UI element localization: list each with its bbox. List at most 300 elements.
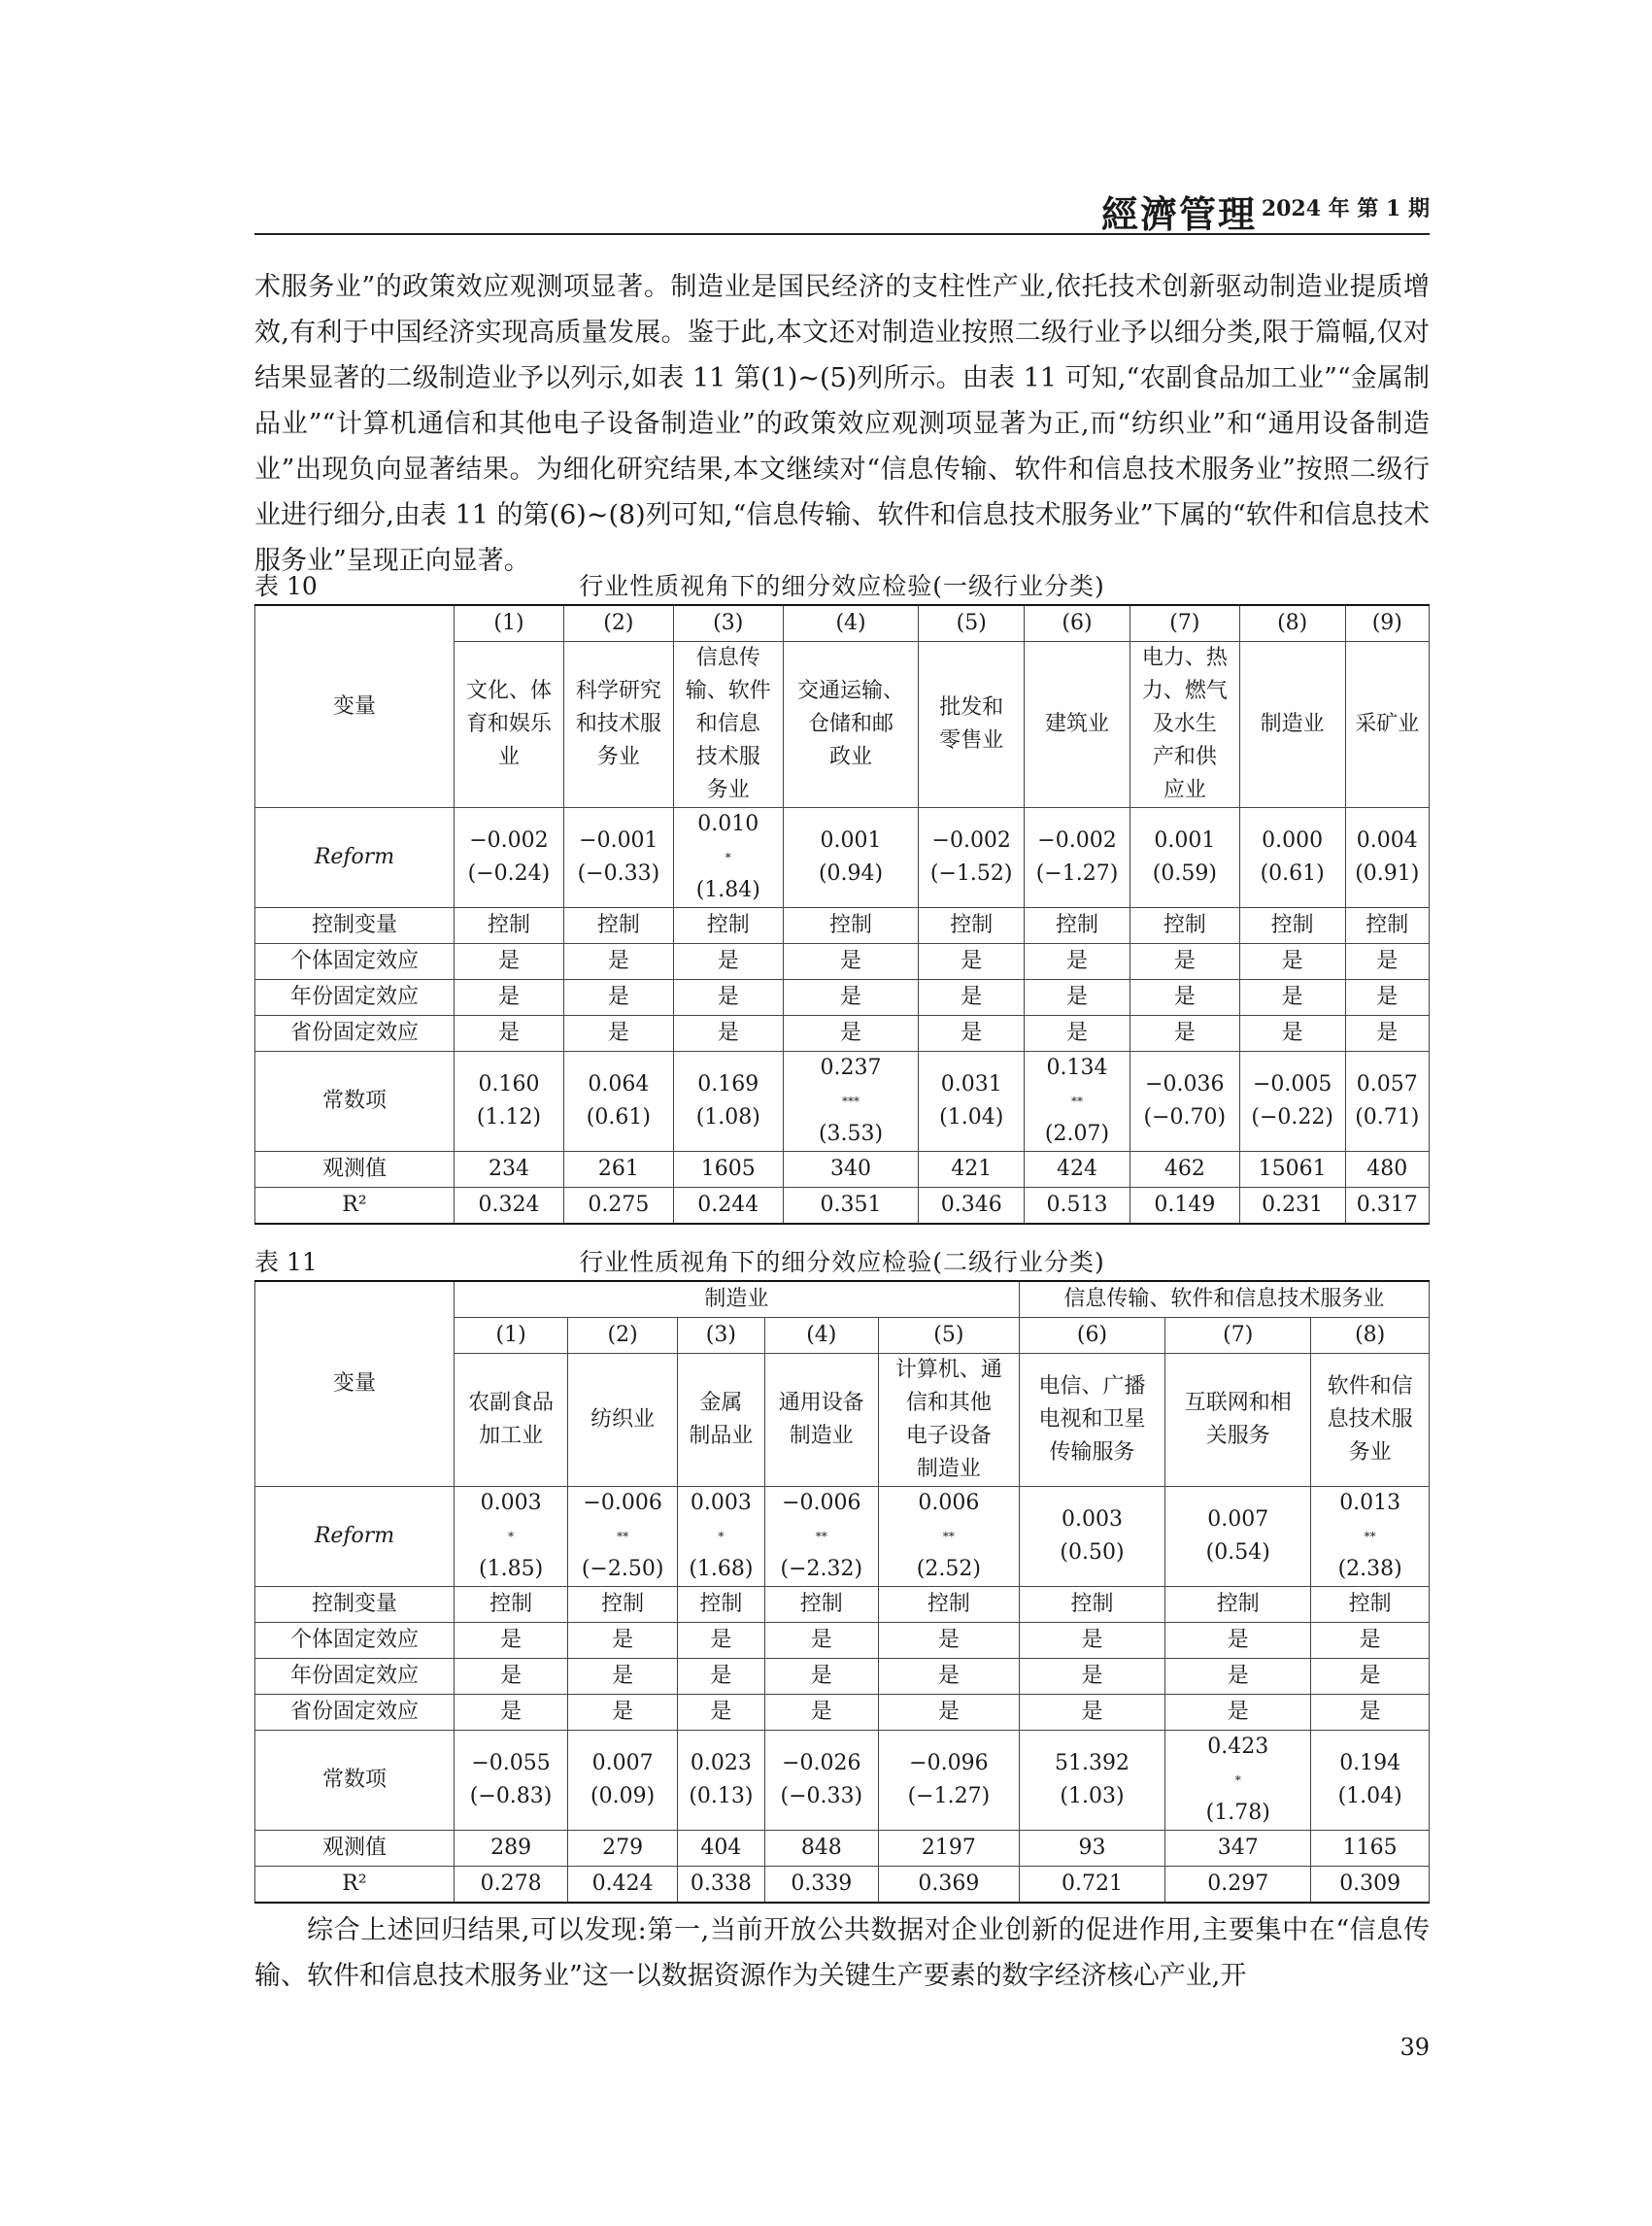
constant-row [255,1052,1430,1152]
table-cell: 控制 [568,1587,678,1623]
industry-header [1311,1354,1430,1487]
table-cell: 是 [455,1623,568,1659]
coef-cell [1019,1731,1164,1831]
coef-value: 0.013 ** [1313,1487,1427,1553]
column-number: (8) [1239,605,1345,642]
industry-header [568,1354,678,1487]
table-10-title: 行业性质视角下的细分效应检验(一级行业分类) [579,572,1105,600]
table-cell: 289 [455,1831,568,1867]
table-cell: 0.351 [783,1188,919,1225]
reform-row [255,1487,1430,1587]
table-row [255,908,1430,944]
coef-value: 0.031 [940,1072,1002,1096]
table-cell: 是 [568,1623,678,1659]
t-statistic: (1.85) [479,1557,544,1581]
table-cell: 是 [455,944,564,980]
table-cell: 是 [1345,1016,1429,1052]
table-cell: 340 [783,1152,919,1188]
table-cell: 0.339 [764,1867,878,1904]
industry-header-line: 通用设备 [778,1391,864,1415]
body-paragraph-bottom: 综合上述回归结果,可以发现:第一,当前开放公共数据对企业创新的促进作用,主要集中在“信息传输、软件和信息技术服务业”这一以数据资源作为关键生产要素的数字经济核心产业,开 [254,1915,1430,1991]
t-statistic: (1.68) [689,1557,754,1581]
row-label: Reform [255,808,455,908]
coef-value: 0.003 [1061,1507,1123,1532]
t-statistic: (1.04) [939,1105,1004,1130]
t-statistic: (0.50) [1060,1540,1125,1565]
coef-value: 0.001 [1154,828,1216,853]
industry-header-line: 仓储和邮 [808,712,894,736]
coef-cell [1311,1731,1430,1831]
row-label: R² [255,1867,455,1904]
industry-header-line: 务业 [1348,1440,1392,1465]
coef-cell [455,1487,568,1587]
table-cell: 是 [673,980,783,1016]
industry-header-line: 技术服 [695,745,760,769]
industry-header [678,1354,765,1487]
industry-header [563,642,673,808]
table-11-label: 表 11 [254,1248,318,1276]
coef-value: 51.392 [1054,1751,1129,1775]
table-cell: 0.149 [1129,1188,1239,1225]
coef-cell [1239,1052,1345,1152]
column-number: (1) [455,1318,568,1354]
industry-header-line: 政业 [829,745,873,769]
table-10-caption [254,563,1430,602]
t-statistic: (0.94) [818,861,884,886]
table-cell: 是 [878,1659,1019,1695]
table-cell: 2197 [878,1831,1019,1867]
table-cell: 848 [764,1831,878,1867]
table-cell: 是 [1019,1695,1164,1731]
coef-cell [764,1731,878,1831]
table-cell: 控制 [1025,908,1130,944]
coef-value: 0.004 [1356,828,1418,853]
industry-header-line: 信和其他 [905,1391,992,1415]
t-statistic: (0.09) [590,1784,656,1808]
t-statistic: (−0.33) [780,1784,863,1808]
table-cell: 控制 [1345,908,1429,944]
coef-value: −0.005 [1252,1072,1332,1096]
table-cell: 是 [1239,980,1345,1016]
coef-value: −0.002 [1037,828,1117,853]
industry-header-line: 和信息 [695,712,760,736]
t-statistic: (1.04) [1337,1784,1402,1808]
table-cell: 是 [455,1016,564,1052]
row-label: 年份固定效应 [255,980,455,1016]
industry-header-line: 建筑业 [1044,712,1109,736]
table-cell: 是 [1129,980,1239,1016]
table-cell: 是 [1345,944,1429,980]
coef-value: 0.423 * [1167,1731,1308,1797]
coef-cell [878,1487,1019,1587]
table-cell: 是 [1025,980,1130,1016]
industry-header [673,642,783,808]
table-cell: 控制 [455,1587,568,1623]
table-cell: 是 [673,944,783,980]
coef-cell [1165,1731,1311,1831]
coef-value: −0.036 [1145,1072,1225,1096]
t-statistic: (−0.24) [467,861,551,886]
t-statistic: (1.84) [695,878,760,902]
table-cell: 是 [455,1695,568,1731]
running-header [254,183,1430,235]
coef-value: 0.007 [1207,1507,1269,1532]
coef-value: 0.057 [1356,1072,1418,1096]
table-cell: 0.317 [1345,1188,1429,1225]
coef-value: 0.134 ** [1027,1052,1128,1118]
coef-cell [455,1731,568,1831]
reform-row [255,808,1430,908]
coef-cell [783,1052,919,1152]
table-cell: 控制 [455,908,564,944]
significance-stars: * [718,1530,725,1543]
table-cell: 15061 [1239,1152,1345,1188]
variable-header: 变量 [255,1281,455,1487]
table-cell: 控制 [783,908,919,944]
column-number: (2) [563,605,673,642]
table-cell: 是 [1165,1623,1311,1659]
row-label: 常数项 [255,1731,455,1831]
column-number: (8) [1311,1318,1430,1354]
table-11-title: 行业性质视角下的细分效应检验(二级行业分类) [579,1248,1105,1276]
table-cell: 0.275 [563,1188,673,1225]
table-cell: 控制 [1165,1587,1311,1623]
industry-header-line: 批发和 [939,695,1004,720]
table-cell: 是 [878,1695,1019,1731]
significance-stars: * [1234,1773,1241,1787]
table-cell: 是 [878,1623,1019,1659]
coef-cell [678,1731,765,1831]
industry-header [764,1354,878,1487]
table-cell: 0.346 [919,1188,1025,1225]
industry-header-line: 传输服务 [1049,1440,1135,1465]
industry-header [455,1354,568,1487]
coef-cell [568,1487,678,1587]
coef-value: 0.006 ** [881,1487,1017,1553]
row-label: 观测值 [255,1152,455,1188]
table-cell: 0.231 [1239,1188,1345,1225]
coef-cell [1165,1487,1311,1587]
industry-header [783,642,919,808]
table-cell: 0.338 [678,1867,765,1904]
t-statistic: (0.91) [1355,861,1420,886]
body-paragraph-top: 术服务业”的政策效应观测项显著。制造业是国民经济的支柱性产业,依托技术创新驱动制造业提质增效,有利于中国经济实现高质量发展。鉴于此,本文还对制造业按照二级行业予以细分类,限于篇幅,仅对结果显著的二级制造业予以列示,如表 11 第(1)~(5)列所示。由表 11 可知,“农副食品加工业”“金属制品业”“计算机通信和其他电子设备制造业”的政策效应观测项显著为正,而“纺织业”和“通用设备制造业”出现负向显著结果。为细化研究结果,本文继续对“信息传输、软件和信息技术服务业”按照二级行业进行细分,由表 11 的第(6)~(8)列可知,“信息传输、软件和信息技术服务业”下属的“软件和信息技术服务业”呈现正向显著。 [254,272,1430,576]
coef-cell [568,1731,678,1831]
significance-stars: * [725,851,731,864]
t-statistic: (0.61) [1260,861,1325,886]
t-statistic: (1.78) [1205,1801,1270,1825]
coef-cell [563,1052,673,1152]
row-label: 省份固定效应 [255,1695,455,1731]
table-10-label: 表 10 [254,572,318,600]
table-cell: 是 [678,1659,765,1695]
industry-header-line: 输、软件 [685,679,771,703]
coef-value: −0.006 ** [570,1487,675,1553]
row-label: 年份固定效应 [255,1659,455,1695]
table-cell: 是 [568,1695,678,1731]
coef-value: −0.026 [782,1751,861,1775]
column-number: (7) [1165,1318,1311,1354]
row-label: 个体固定效应 [255,944,455,980]
industry-header [1019,1354,1164,1487]
table-cell: 是 [1311,1695,1430,1731]
significance-stars: ** [815,1530,827,1543]
industry-header [919,642,1025,808]
table-cell: 是 [764,1623,878,1659]
t-statistic: (0.71) [1355,1105,1420,1130]
table-cell: 控制 [1311,1587,1430,1623]
table-cell: 是 [1025,944,1130,980]
t-statistic: (−0.70) [1143,1105,1227,1130]
coef-value: −0.001 [579,828,658,853]
coef-cell [1345,1052,1429,1152]
industry-header [878,1354,1019,1487]
table-cell: 0.324 [455,1188,564,1225]
t-statistic: (−0.83) [469,1784,553,1808]
industry-header [1129,642,1239,808]
column-number-row [255,605,1430,642]
row-label: Reform [255,1487,455,1587]
t-statistic: (0.61) [586,1105,651,1130]
t-statistic: (−1.27) [907,1784,991,1808]
table-cell: 控制 [1129,908,1239,944]
coef-value: 0.023 [690,1751,752,1775]
constant-row [255,1731,1430,1831]
row-label: 控制变量 [255,1587,455,1623]
coef-cell [783,808,919,908]
table-cell: 控制 [919,908,1025,944]
row-label: 省份固定效应 [255,1016,455,1052]
table-row [255,1587,1430,1623]
table-cell: 234 [455,1152,564,1188]
row-label: 个体固定效应 [255,1623,455,1659]
group-header-row [255,1281,1430,1318]
t-statistic: (2.38) [1337,1557,1402,1581]
table-11 [254,1280,1430,1904]
group-header: 信息传输、软件和信息技术服务业 [1019,1281,1429,1318]
table-cell: 是 [1239,944,1345,980]
t-statistic: (1.12) [476,1105,542,1130]
column-number: (3) [678,1318,765,1354]
t-statistic: (2.52) [916,1557,981,1581]
industry-header-line: 互联网和相 [1184,1391,1292,1415]
table-cell: 是 [678,1623,765,1659]
coef-value: −0.096 [909,1751,989,1775]
significance-stars: * [508,1530,515,1543]
table-cell: 462 [1129,1152,1239,1188]
coef-cell [1129,1052,1239,1152]
column-number: (4) [783,605,919,642]
table-cell: 0.424 [568,1867,678,1904]
industry-header-line: 关服务 [1205,1424,1270,1448]
table-cell: 0.369 [878,1867,1019,1904]
coef-cell [1345,808,1429,908]
coef-cell [919,808,1025,908]
column-number: (3) [673,605,783,642]
table-cell: 是 [1311,1659,1430,1695]
table-cell: 是 [1025,1016,1130,1052]
industry-header [1239,642,1345,808]
industry-header-line: 电视和卫星 [1038,1407,1146,1432]
industry-header-line: 软件和信 [1327,1374,1413,1399]
table-cell: 是 [919,980,1025,1016]
industry-header-line: 加工业 [479,1424,544,1448]
t-statistic: (−2.50) [581,1557,664,1581]
observations-row [255,1831,1430,1867]
table-cell: 是 [1019,1659,1164,1695]
coef-cell [1129,808,1239,908]
table-cell: 404 [678,1831,765,1867]
industry-header-line: 息技术服 [1327,1407,1413,1432]
t-statistic: (2.07) [1044,1122,1110,1146]
table-cell: 0.244 [673,1188,783,1225]
row-label: 控制变量 [255,908,455,944]
table-cell: 是 [783,980,919,1016]
table-cell: 控制 [678,1587,765,1623]
industry-header-line: 零售业 [939,728,1004,753]
t-statistic: (0.59) [1152,861,1217,886]
industry-header-line: 电信、广播 [1038,1374,1146,1399]
industry-header-line: 制造业 [789,1424,854,1448]
table-cell: 是 [1311,1623,1430,1659]
industry-header-line: 农副食品 [468,1391,555,1415]
table-cell: 是 [1019,1623,1164,1659]
industry-header-line: 制造业 [916,1457,981,1481]
coef-value: 0.160 [478,1072,540,1096]
coef-value: 0.194 [1339,1751,1401,1775]
coef-cell [563,808,673,908]
t-statistic: (1.03) [1060,1784,1125,1808]
coef-cell [1239,808,1345,908]
coef-cell [1311,1487,1430,1587]
table-cell: 是 [678,1695,765,1731]
row-label: 观测值 [255,1831,455,1867]
table-row [255,1695,1430,1731]
table-cell: 是 [783,944,919,980]
coef-value: −0.002 [931,828,1011,853]
industry-header-line: 交通运输、 [797,679,905,703]
column-number: (2) [568,1318,678,1354]
table-cell: 控制 [673,908,783,944]
table-10 [254,604,1430,1225]
significance-stars: *** [842,1095,860,1108]
t-statistic: (−0.33) [577,861,660,886]
industry-header-line: 采矿业 [1355,712,1420,736]
coef-value: 0.003 * [680,1487,762,1553]
industry-header [1025,642,1130,808]
coef-value: −0.055 [471,1751,551,1775]
significance-stars: ** [617,1530,629,1543]
journal-logo: 經濟管理 [1100,192,1257,236]
table-row [255,944,1430,980]
table-cell: 1165 [1311,1831,1430,1867]
table-cell: 是 [1165,1659,1311,1695]
industry-header [1345,642,1429,808]
t-statistic: (1.08) [695,1105,760,1130]
table-cell: 是 [919,1016,1025,1052]
table-cell: 421 [919,1152,1025,1188]
table-cell: 480 [1345,1152,1429,1188]
industry-header-line: 应业 [1163,778,1206,802]
industry-header-line: 电子设备 [905,1424,992,1448]
coef-value: 0.001 [820,828,882,853]
column-number: (7) [1129,605,1239,642]
table-row [255,1016,1430,1052]
table-cell: 是 [764,1659,878,1695]
table-row [255,1659,1430,1695]
t-statistic: (0.13) [689,1784,754,1808]
table-cell: 0.309 [1311,1867,1430,1904]
table-cell: 0.513 [1025,1188,1130,1225]
table-cell: 是 [764,1695,878,1731]
table-cell: 是 [563,1016,673,1052]
coef-cell [455,808,564,908]
r-squared-row [255,1867,1430,1904]
table-cell: 是 [919,944,1025,980]
table-cell: 控制 [563,908,673,944]
t-statistic: (3.53) [818,1122,884,1146]
industry-header-line: 产和供 [1152,745,1217,769]
issue-info: 2024 年 第 1 期 [1261,196,1430,221]
industry-header-line: 育和娱乐 [465,712,552,736]
industry-header-line: 科学研究 [575,679,661,703]
table-cell: 347 [1165,1831,1311,1867]
table-cell: 是 [455,1659,568,1695]
column-number: (5) [878,1318,1019,1354]
r-squared-row [255,1188,1430,1225]
table-cell: 261 [563,1152,673,1188]
table-cell: 是 [783,1016,919,1052]
table-cell: 控制 [1239,908,1345,944]
group-header: 制造业 [455,1281,1020,1318]
table-cell: 是 [568,1659,678,1695]
coef-cell [878,1731,1019,1831]
column-number: (9) [1345,605,1429,642]
industry-header-line: 制造业 [1260,712,1325,736]
column-number: (1) [455,605,564,642]
row-label: 常数项 [255,1052,455,1152]
table-cell: 是 [1239,1016,1345,1052]
coef-value: 0.237 *** [786,1052,917,1118]
table-cell: 0.297 [1165,1867,1311,1904]
row-label: R² [255,1188,455,1225]
table-cell: 控制 [764,1587,878,1623]
coef-value: 0.064 [588,1072,650,1096]
industry-header-line: 信息传 [695,646,760,670]
industry-header-line: 制品业 [689,1424,754,1448]
industry-header-line: 和技术服 [575,712,661,736]
table-cell: 0.278 [455,1867,568,1904]
column-number: (6) [1019,1318,1164,1354]
significance-stars: ** [1364,1530,1376,1543]
table-cell: 0.721 [1019,1867,1164,1904]
coef-value: 0.003 * [456,1487,565,1553]
industry-header-line: 务业 [596,745,640,769]
industry-header-line: 力、燃气 [1141,679,1228,703]
coef-cell [1025,1052,1130,1152]
coef-cell [1025,808,1130,908]
industry-header [1165,1354,1311,1487]
observations-row [255,1152,1430,1188]
industry-header-line: 务业 [706,778,750,802]
coef-value: 0.000 [1262,828,1324,853]
t-statistic: (−0.22) [1251,1105,1333,1130]
table-cell: 是 [1129,1016,1239,1052]
variable-header: 变量 [255,605,455,808]
significance-stars: ** [942,1530,955,1543]
coef-value: −0.002 [469,828,549,853]
coef-value: 0.169 [697,1072,759,1096]
